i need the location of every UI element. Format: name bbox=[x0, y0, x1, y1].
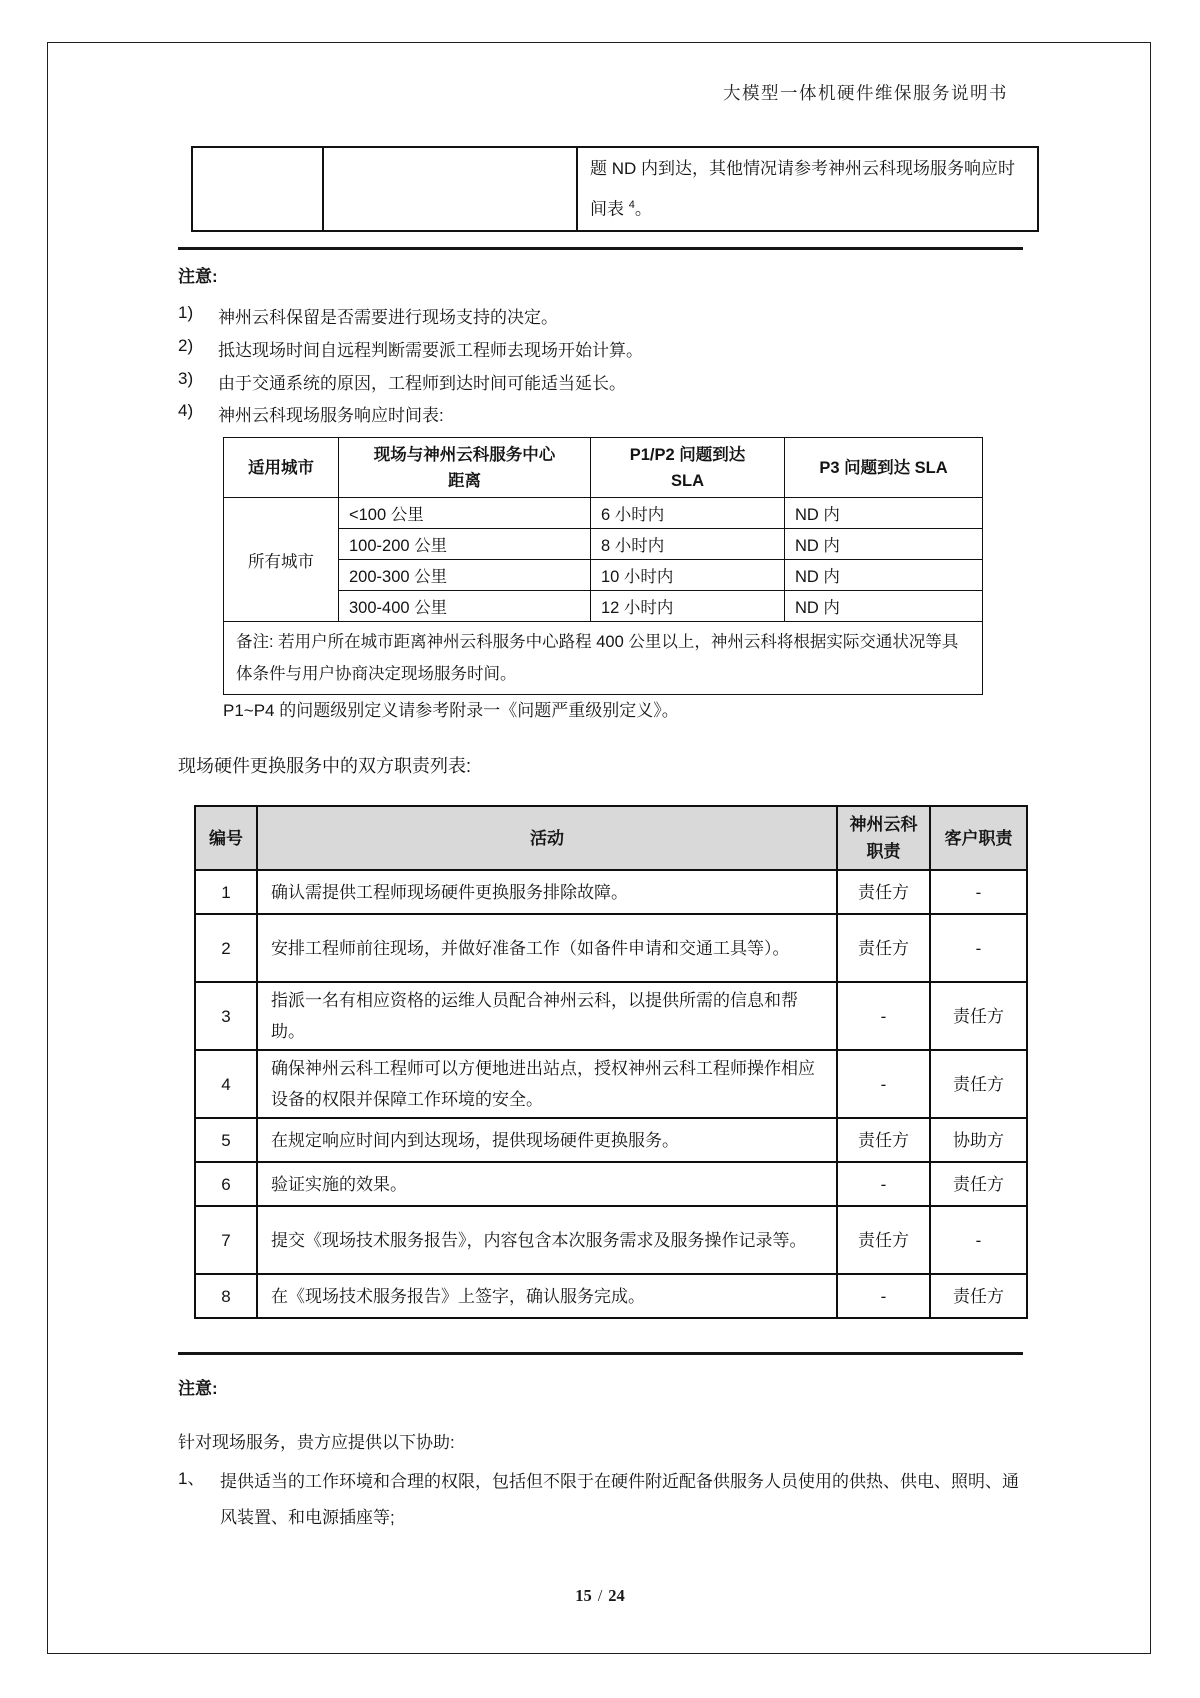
assistance-intro: 针对现场服务，贵方应提供以下协助: bbox=[178, 1433, 455, 1452]
current-page: 15 bbox=[575, 1586, 592, 1605]
list-number: 1) bbox=[178, 303, 194, 322]
activity-cell: 确认需提供工程师现场硬件更换服务排除故障。 bbox=[257, 870, 837, 914]
activity-cell: 在《现场技术服务报告》上签字，确认服务完成。 bbox=[257, 1274, 837, 1318]
p12-sla-cell: 6 小时内 bbox=[591, 498, 785, 529]
city-scope-cell: 所有城市 bbox=[224, 498, 339, 622]
table-row bbox=[195, 914, 1027, 982]
column-header: P3 问题到达 SLA bbox=[785, 438, 983, 498]
p12-sla-cell: 12 小时内 bbox=[591, 591, 785, 622]
table-row bbox=[195, 1274, 1027, 1318]
table-row bbox=[195, 1050, 1027, 1118]
continuation-text: 题 ND 内到达，其他情况请参考神州云科现场服务响应时间表 bbox=[590, 159, 1015, 219]
row-number: 6 bbox=[195, 1162, 257, 1206]
column-header-activity: 活动 bbox=[257, 806, 837, 870]
list-item bbox=[178, 1464, 1024, 1536]
list-text: 抵达现场时间自远程判断需要派工程师去现场开始计算。 bbox=[218, 341, 643, 360]
page-number bbox=[0, 1586, 1200, 1606]
column-header: P1/P2 问题到达 SLA bbox=[591, 438, 785, 498]
vendor-role-cell: - bbox=[837, 1274, 930, 1318]
list-item bbox=[178, 401, 444, 426]
column-header-customer: 客户职责 bbox=[930, 806, 1027, 870]
distance-cell: 300-400 公里 bbox=[339, 591, 591, 622]
list-item bbox=[178, 336, 643, 361]
customer-role-cell: - bbox=[930, 914, 1027, 982]
section-divider-top bbox=[178, 247, 1023, 250]
activity-cell: 在规定响应时间内到达现场，提供现场硬件更换服务。 bbox=[257, 1118, 837, 1162]
table-row bbox=[195, 1118, 1027, 1162]
customer-role-cell: 责任方 bbox=[930, 982, 1027, 1050]
vendor-role-cell: 责任方 bbox=[837, 870, 930, 914]
distance-cell: 200-300 公里 bbox=[339, 560, 591, 591]
p12-sla-cell: 8 小时内 bbox=[591, 529, 785, 560]
customer-role-cell: 责任方 bbox=[930, 1050, 1027, 1118]
table-row bbox=[195, 870, 1027, 914]
vendor-role-cell: 责任方 bbox=[837, 914, 930, 982]
customer-role-cell: - bbox=[930, 1206, 1027, 1274]
list-item bbox=[178, 303, 558, 328]
responsibilities-table bbox=[194, 805, 1028, 1319]
empty-cell bbox=[323, 147, 577, 231]
notes-label-1: 注意: bbox=[178, 267, 218, 286]
remark-cell: 备注: 若用户所在城市距离神州云科服务中心路程 400 公里以上，神州云科将根据实际交通状况等具体条件与用户协商决定现场服务时间。 bbox=[224, 622, 983, 695]
table-row bbox=[224, 498, 983, 529]
list-number: 3) bbox=[178, 369, 194, 388]
section-title: 现场硬件更换服务中的双方职责列表: bbox=[178, 756, 471, 776]
row-number: 8 bbox=[195, 1274, 257, 1318]
vendor-role-cell: - bbox=[837, 1162, 930, 1206]
total-pages: 24 bbox=[608, 1586, 625, 1605]
activity-cell: 安排工程师前往现场，并做好准备工作（如备件申请和交通工具等）。 bbox=[257, 914, 837, 982]
p3-sla-cell: ND 内 bbox=[785, 529, 983, 560]
list-text: 由于交通系统的原因，工程师到达时间可能适当延长。 bbox=[218, 374, 626, 393]
row-number: 3 bbox=[195, 982, 257, 1050]
list-text: 神州云科现场服务响应时间表: bbox=[218, 406, 444, 425]
page-separator: / bbox=[597, 1586, 603, 1605]
distance-cell: 100-200 公里 bbox=[339, 529, 591, 560]
continued-table-fragment bbox=[191, 146, 1039, 232]
vendor-role-cell: 责任方 bbox=[837, 1118, 930, 1162]
list-text: 提供适当的工作环境和合理的权限，包括但不限于在硬件附近配备供服务人员使用的供热、供电、照明、通风装置、和电源插座等; bbox=[220, 1472, 1019, 1527]
customer-role-cell: 责任方 bbox=[930, 1162, 1027, 1206]
p3-sla-cell: ND 内 bbox=[785, 591, 983, 622]
list-number: 4) bbox=[178, 401, 194, 420]
row-number: 5 bbox=[195, 1118, 257, 1162]
p3-sla-cell: ND 内 bbox=[785, 498, 983, 529]
empty-cell bbox=[192, 147, 323, 231]
p3-sla-cell: ND 内 bbox=[785, 560, 983, 591]
row-number: 4 bbox=[195, 1050, 257, 1118]
column-header: 适用城市 bbox=[224, 438, 339, 498]
customer-role-cell: 责任方 bbox=[930, 1274, 1027, 1318]
row-number: 2 bbox=[195, 914, 257, 982]
column-header-vendor: 神州云科 职责 bbox=[837, 806, 930, 870]
list-number: 2) bbox=[178, 336, 194, 355]
vendor-role-cell: - bbox=[837, 982, 930, 1050]
column-header-no: 编号 bbox=[195, 806, 257, 870]
customer-role-cell: 协助方 bbox=[930, 1118, 1027, 1162]
vendor-role-cell: - bbox=[837, 1050, 930, 1118]
activity-cell: 提交《现场技术服务报告》，内容包含本次服务需求及服务操作记录等。 bbox=[257, 1206, 837, 1274]
table-row bbox=[195, 982, 1027, 1050]
row-number: 1 bbox=[195, 870, 257, 914]
column-header: 现场与神州云科服务中心 距离 bbox=[339, 438, 591, 498]
document-header-title: 大模型一体机硬件维保服务说明书 bbox=[723, 83, 1008, 103]
table-row bbox=[195, 1206, 1027, 1274]
footnote-reference: 4 bbox=[628, 199, 635, 211]
list-number: 1、 bbox=[178, 1469, 205, 1488]
table-row bbox=[195, 1162, 1027, 1206]
p12-sla-cell: 10 小时内 bbox=[591, 560, 785, 591]
customer-role-cell: - bbox=[930, 870, 1027, 914]
list-item bbox=[178, 369, 626, 394]
table-header-row bbox=[195, 806, 1027, 870]
activity-cell: 验证实施的效果。 bbox=[257, 1162, 837, 1206]
list-text: 神州云科保留是否需要进行现场支持的决定。 bbox=[218, 308, 558, 327]
activity-cell: 指派一名有相应资格的运维人员配合神州云科，以提供所需的信息和帮助。 bbox=[257, 982, 837, 1050]
distance-cell: <100 公里 bbox=[339, 498, 591, 529]
notes-label-2: 注意: bbox=[178, 1379, 218, 1398]
continuation-text-cell bbox=[577, 147, 1038, 231]
row-number: 7 bbox=[195, 1206, 257, 1274]
table-remark-row bbox=[224, 622, 983, 695]
sla-response-time-table bbox=[223, 437, 983, 695]
severity-definition-note: P1~P4 的问题级别定义请参考附录一《问题严重级别定义》。 bbox=[223, 701, 679, 720]
vendor-role-cell: 责任方 bbox=[837, 1206, 930, 1274]
activity-cell: 确保神州云科工程师可以方便地进出站点，授权神州云科工程师操作相应设备的权限并保障工作环境的安全。 bbox=[257, 1050, 837, 1118]
section-divider-bottom bbox=[178, 1352, 1023, 1355]
continuation-suffix: 。 bbox=[634, 199, 652, 219]
table-header-row bbox=[224, 438, 983, 498]
